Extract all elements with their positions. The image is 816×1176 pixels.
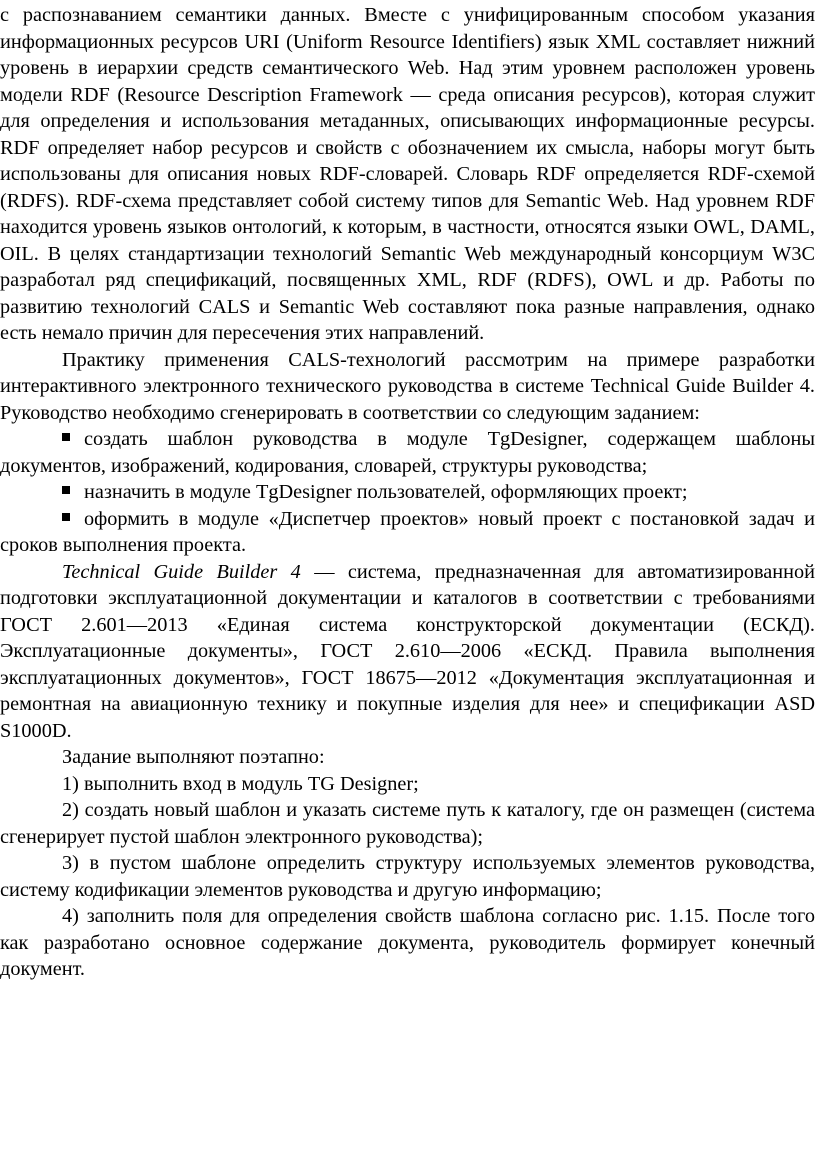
- paragraph-steps-intro: Задание выполняют поэтапно:: [62, 746, 325, 768]
- paragraph-semantic-web: с распознаванием семантики данных. Вместе с унифицированным способом указания информационных ресурсов URI (Uniform Resource Identifiers) язык XML составляет нижний уровень в иерархии средств семантического Web. Над этим уровнем расположен уровень модели RDF (Resource Description Framework — среда описания ресурсов), которая служит для определения и использования метаданных, описывающих информационные ресурсы. RDF определяет набор ресурсов и свойств с обозначением их смысла, наборы могут быть использованы для описания новых RDF-словарей. Словарь RDF определяется RDF-схемой (RDFS). RDF-схема представляет собой систему типов для Semantic Web. Над уровнем RDF находится уровень языков онтологий, к которым, в частности, относятся языки OWL, DAML, OIL. В целях стандартизации технологий Semantic Web международный консорциум W3C разработал ряд спецификаций, посвященных XML, RDF (RDFS), OWL и др. Работы по развитию технологий CALS и Semantic Web составляют пока разные направления, однако есть немало причин для пересечения этих направлений.: [0, 4, 815, 344]
- step-item: 1) выполнить вход в модуль TG Designer;: [62, 772, 419, 795]
- bullet-item-text: назначить в модуле TgDesigner пользователей, оформляющих проект;: [84, 481, 688, 503]
- bullet-square-icon: [62, 486, 70, 494]
- step-item: 2) создать новый шаблон и указать системе путь к каталогу, где он размещен (система сгенерирует пустой шаблон электронного руководства);: [0, 799, 815, 848]
- bullet-square-icon: [62, 433, 70, 441]
- step-item: 4) заполнить поля для определения свойств шаблона согласно рис. 1.15. После того как разработано основное содержание документа, руководитель формирует конечный документ.: [0, 905, 815, 980]
- document-page: [0, 2, 816, 1176]
- tgb-definition-text: — система, предназначенная для автоматизированной подготовки эксплуатационной документации и каталогов в соответствии с требованиями ГОСТ 2.601—2013 «Единая система конструкторской документации (ЕСКД). Эксплуатационные документы», ГОСТ 2.610—2006 «ЕСКД. Правила выполнения эксплуатационных документов», ГОСТ 18675—2012 «Документация эксплуатационная и ремонтная на авиационную технику и покупные изделия для нее» и спецификации ASD S1000D.: [0, 560, 815, 742]
- tgb-title-italic: Technical Guide Builder 4: [62, 560, 301, 583]
- paragraph-tgb-definition: [0, 559, 815, 745]
- bullet-item-text: создать шаблон руководства в модуле TgDesigner, содержащем шаблоны документов, изображений, кодирования, словарей, структуры руководства;: [0, 428, 815, 477]
- paragraph-cals-practice: Практику применения CALS-технологий рассмотрим на примере разработки интерактивного электронного технического руководства в системе Technical Guide Builder 4. Руководство необходимо сгенерировать в соответствии со следующим заданием:: [0, 348, 815, 424]
- step-item: 3) в пустом шаблоне определить структуру используемых элементов руководства, систему кодификации элементов руководства и другую информацию;: [0, 852, 815, 901]
- bullet-item-text: оформить в модуле «Диспетчер проектов» новый проект с постановкой задач и сроков выполнения проекта.: [0, 507, 815, 556]
- bullet-item: [0, 426, 815, 479]
- bullet-square-icon: [62, 513, 70, 521]
- bullet-item: [0, 479, 815, 506]
- bullet-item: [0, 506, 815, 559]
